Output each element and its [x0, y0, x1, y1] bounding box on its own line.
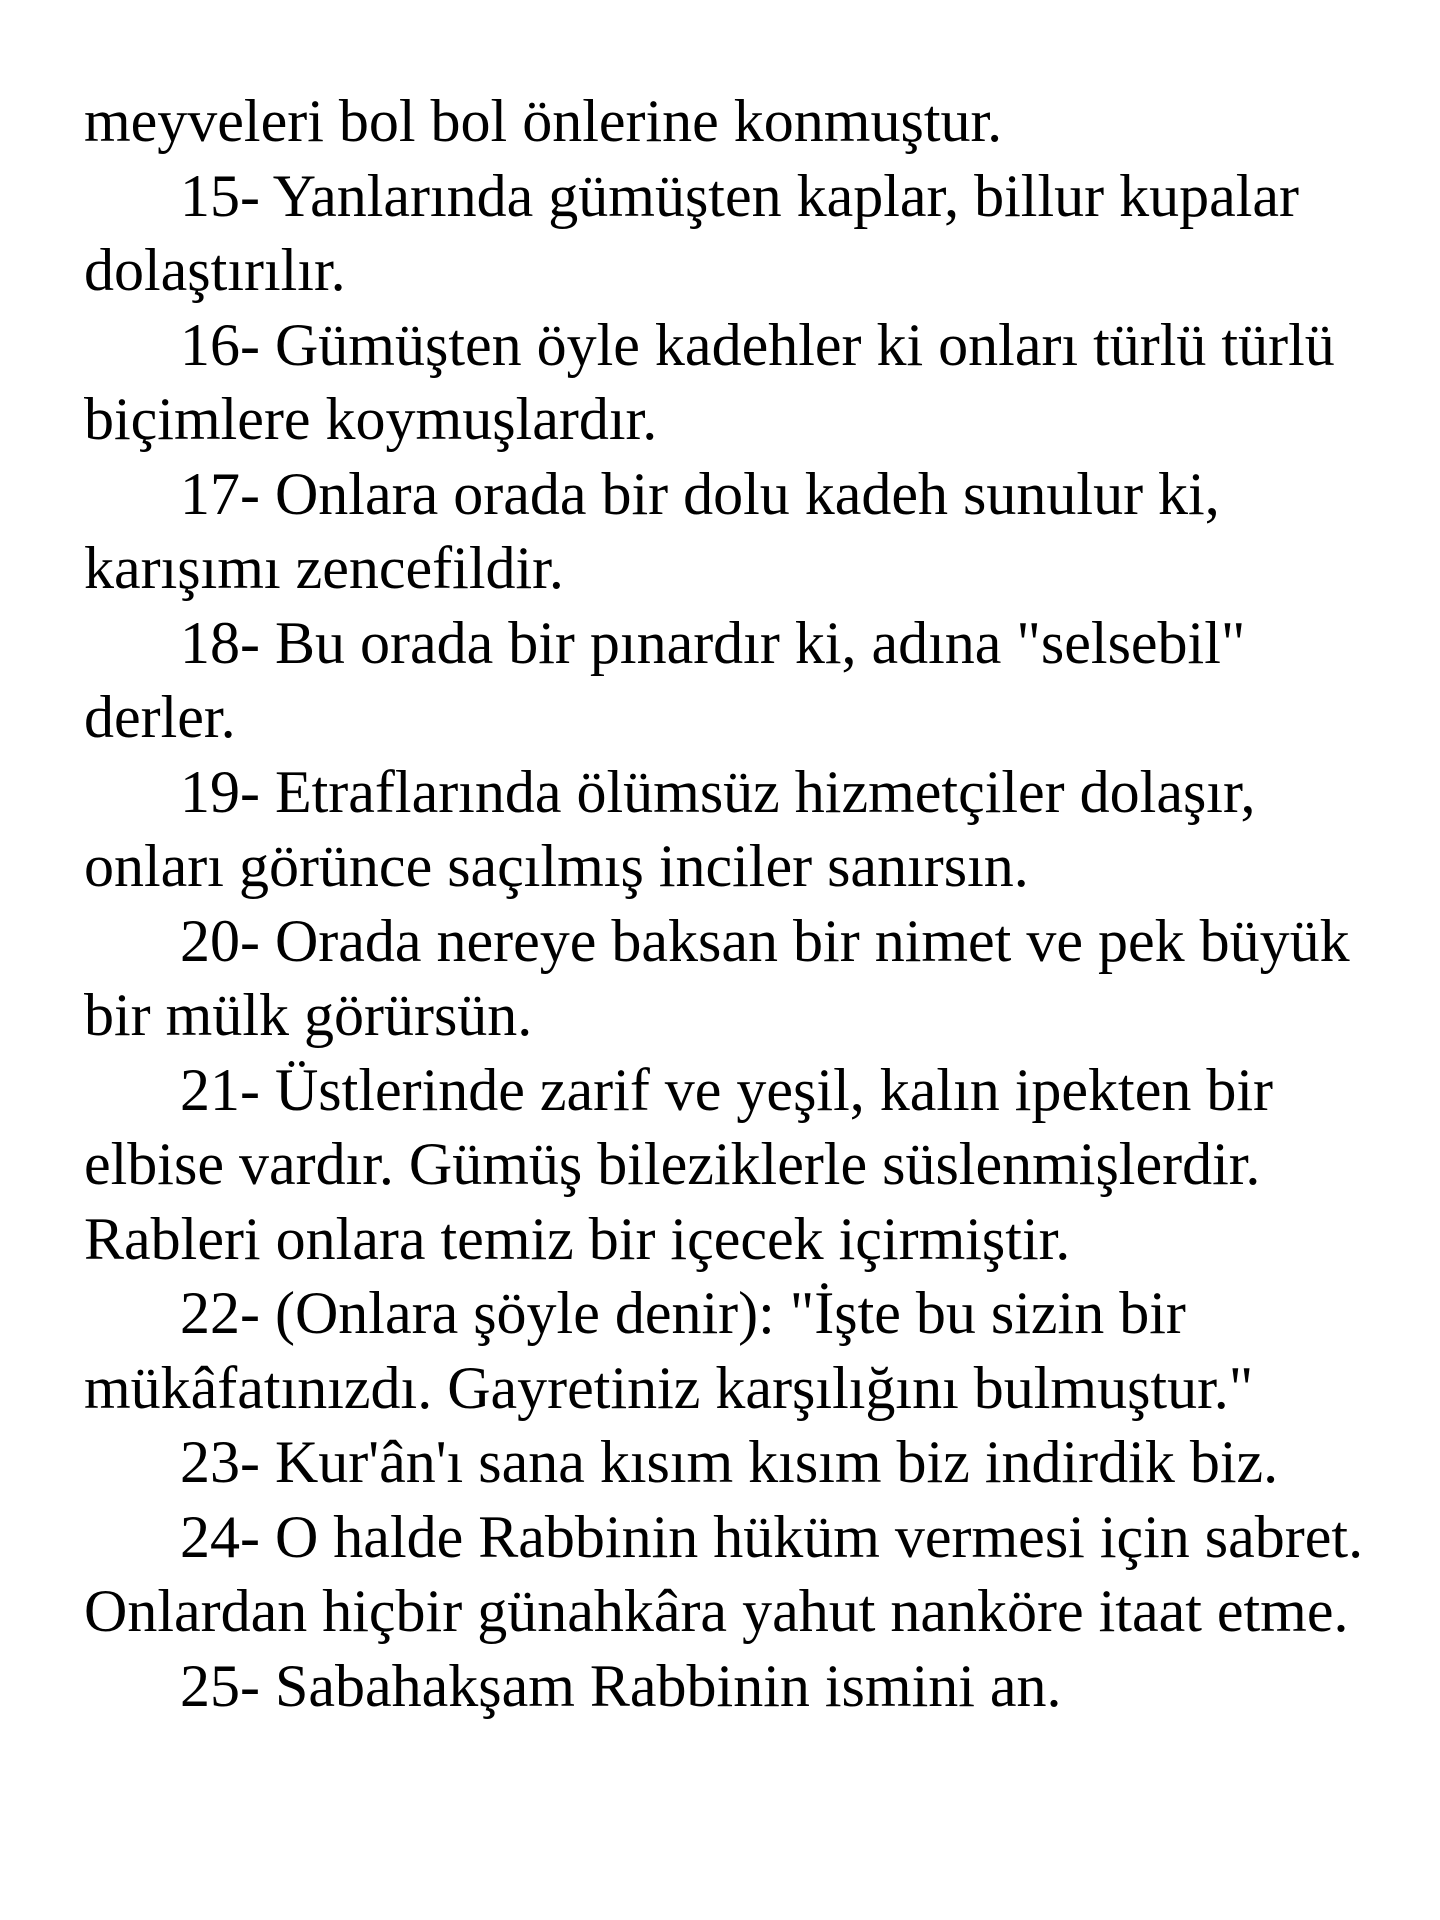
verse-18: 18- Bu orada bir pınardır ki, adına "selsebil" derler. — [84, 609, 1246, 750]
paragraph-continuation: meyveleri bol bol önlerine konmuştur. — [84, 88, 1003, 154]
verse-22: 22- (Onlara şöyle denir): "İşte bu sizin bir mükâfatınızdı. Gayretiniz karşılığını bulmuştur." — [84, 1280, 1254, 1421]
verse-24: 24- O halde Rabbinin hüküm vermesi için sabret. Onlardan hiçbir günahkâra yahut nanköre itaat etme. — [84, 1503, 1364, 1644]
verse-21: 21- Üstlerinde zarif ve yeşil, kalın ipekten bir elbise vardır. Gümüş bileziklerle süslenmişlerdir. Rableri onlara temiz bir içecek içirmiştir. — [84, 1056, 1273, 1272]
verse-20: 20- Orada nereye baksan bir nimet ve pek büyük bir mülk görürsün. — [84, 907, 1350, 1048]
verse-19: 19- Etraflarında ölümsüz hizmetçiler dolaşır, onları görünce saçılmış inciler sanırsın. — [84, 758, 1256, 899]
verse-23: 23- Kur'ân'ı sana kısım kısım biz indirdik biz. — [180, 1429, 1279, 1495]
verse-16: 16- Gümüşten öyle kadehler ki onları türlü türlü biçimlere koymuşlardır. — [84, 311, 1335, 452]
verse-15: 15- Yanlarında gümüşten kaplar, billur kupalar dolaştırılır. — [84, 162, 1300, 303]
verse-25: 25- Sabahakşam Rabbinin ismini an. — [180, 1652, 1062, 1719]
document-page — [84, 84, 1394, 1723]
verse-17: 17- Onlara orada bir dolu kadeh sunulur ki, karışımı zencefildir. — [84, 460, 1220, 601]
